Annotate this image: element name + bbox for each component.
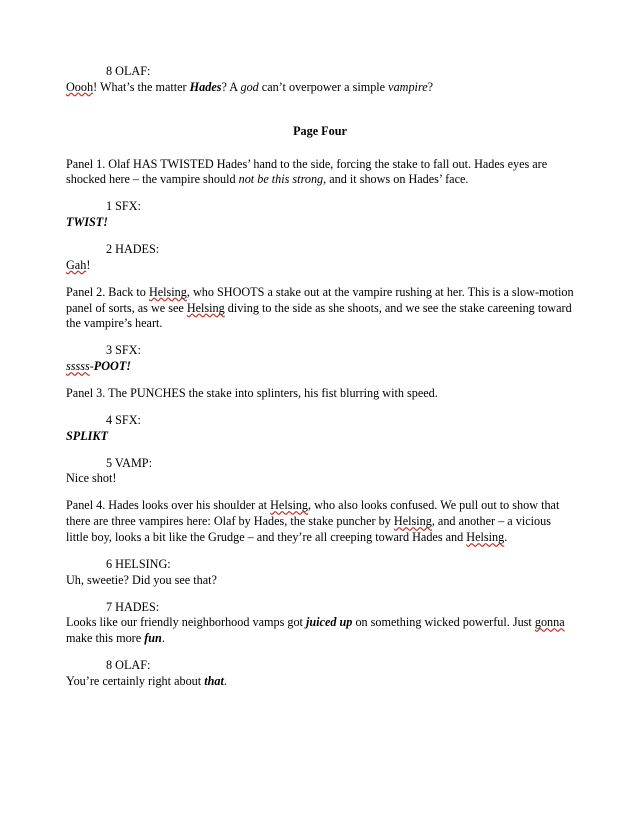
character-cue: 7 HADES: bbox=[106, 599, 160, 614]
character-cue: 2 HADES: bbox=[106, 242, 160, 257]
character-cue: 8 OLAF: bbox=[106, 64, 151, 78]
character-cue: 5 VAMP: bbox=[106, 455, 152, 470]
dialogue-line: sssss-POOT! bbox=[66, 359, 132, 374]
character-cue: 6 HELSING: bbox=[106, 556, 171, 571]
dialogue-line: Oooh! What’s the matter Hades? A god can’t overpower a simple vampire? bbox=[66, 79, 434, 94]
panel-description: Panel 2. Back to Helsing, who SHOOTS a stake out at the vampire rushing at her. This is a slow-motion panel of sorts, as we see Helsing diving to the side as she shoots, and we see the stake careening toward the vampire’s heart. bbox=[66, 284, 574, 331]
page-heading: Page Four bbox=[293, 123, 347, 138]
panel-description: Panel 1. Olaf HAS TWISTED Hades’ hand to the side, forcing the stake to fall out. Hades eyes are shocked here – the vampire should not be this strong, and it shows on Hades’ face. bbox=[66, 156, 548, 187]
dialogue-line: Nice shot! bbox=[66, 471, 117, 486]
dialogue-line: Gah! bbox=[66, 257, 91, 272]
character-cue: 1 SFX: bbox=[106, 199, 141, 214]
character-cue: 3 SFX: bbox=[106, 343, 141, 358]
dialogue-line: SPLIKT bbox=[66, 428, 108, 443]
script-body bbox=[66, 64, 574, 701]
panel-description: Panel 3. The PUNCHES the stake into splinters, his fist blurring with speed. bbox=[66, 386, 438, 401]
dialogue-line: Looks like our friendly neighborhood vamps got juiced up on something wicked powerful. Just gonna make this more fun. bbox=[66, 615, 565, 646]
character-cue: 8 OLAF: bbox=[106, 658, 151, 673]
dialogue-line: You’re certainly right about that. bbox=[66, 674, 227, 689]
section-spacer bbox=[66, 107, 574, 124]
character-cue: 4 SFX: bbox=[106, 412, 141, 427]
dialogue-line: TWIST! bbox=[66, 215, 108, 230]
dialogue-line: Uh, sweetie? Did you see that? bbox=[66, 572, 217, 587]
panel-description: Panel 4. Hades looks over his shoulder at Helsing, who also looks confused. We pull out to show that there are three vampires here: Olaf by Hades, the stake puncher by Helsing, and another – a vicious little boy, looks a bit like the Grudge – and they’re all creeping toward Hades and Helsing. bbox=[66, 498, 560, 545]
